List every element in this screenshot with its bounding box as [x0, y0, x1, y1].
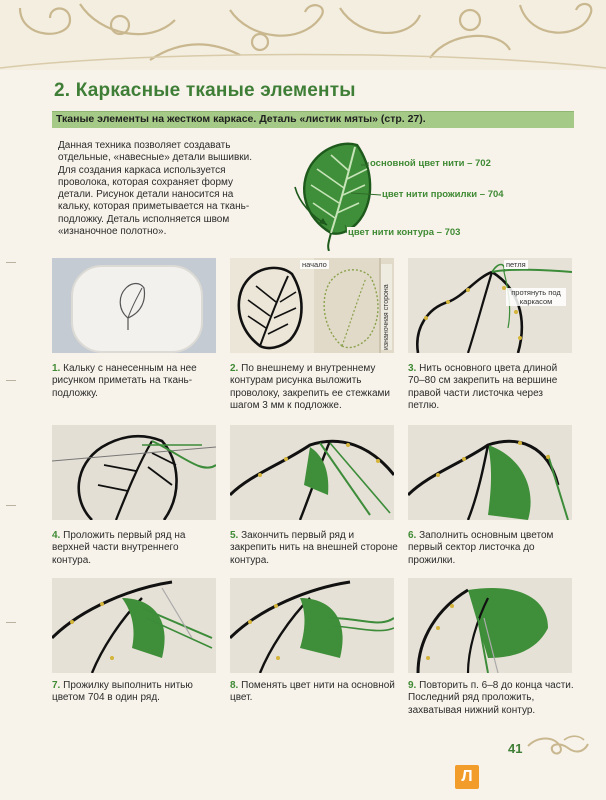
tag-start: начало	[302, 260, 327, 269]
intro-paragraph: Данная техника позволяет создавать отдельные, «навесные» детали вышивки. Для создания каркаса используется проволока, которая сохраняет форму детали. Рисунок детали наносится на кальку, которая приметывается на ткань-подложку. Деталь исполняется швом «изнаночное полотно».	[58, 140, 252, 238]
label-main-thread: основной цвет нити – 702	[370, 158, 491, 169]
step-text: Закончить первый ряд и закрепить нить на внешней стороне контура.	[230, 530, 398, 566]
step-text: Проложить первый ряд на верхней части внутреннего контура.	[52, 530, 186, 566]
step-2-caption	[230, 363, 398, 412]
step-text: Кальку с нанесенным на нее рисунком приметать на ткань-подложку.	[52, 363, 197, 399]
leaf-diagram	[283, 133, 573, 251]
step-number: 1.	[52, 363, 61, 374]
step-text: Поменять цвет нити на основной цвет.	[230, 680, 395, 704]
step-6-photo	[408, 425, 572, 520]
step-number: 3.	[408, 363, 417, 374]
step-text: Заполнить основным цветом первый сектор листочка до прожилки.	[408, 530, 554, 566]
tag-reverse-side: изнаночная сторона	[381, 264, 392, 350]
margin-tick	[6, 622, 16, 623]
step-4-caption	[52, 530, 220, 567]
step-number: 9.	[408, 680, 417, 691]
section-bar	[52, 111, 574, 128]
step-1-caption	[52, 363, 220, 400]
margin-tick	[6, 380, 16, 381]
publisher-logo: Л	[455, 765, 479, 789]
step-1-photo	[52, 258, 216, 353]
step-8-caption	[230, 680, 398, 705]
step-number: 7.	[52, 680, 61, 691]
step-5-photo	[230, 425, 394, 520]
page-number: 41	[508, 741, 523, 756]
step-9-caption	[408, 680, 576, 717]
step-3-photo	[408, 258, 572, 353]
label-vein-thread: цвет нити прожилки – 704	[382, 189, 504, 200]
step-5-caption	[230, 530, 398, 567]
step-7-caption	[52, 680, 220, 705]
step-8-photo	[230, 578, 394, 673]
step-number: 6.	[408, 530, 417, 541]
step-number: 8.	[230, 680, 239, 691]
top-ornament	[0, 0, 606, 70]
step-text: Прожилку выполнить нитью цветом 704 в один ряд.	[52, 680, 193, 704]
page-title: 2. Каркасные тканые элементы	[54, 80, 356, 101]
tag-pull-under-frame: протянуть под каркасом	[506, 288, 566, 306]
step-9-photo	[408, 578, 572, 673]
label-contour-thread: цвет нити контура – 703	[348, 227, 461, 238]
step-3-caption	[408, 363, 576, 412]
step-6-caption	[408, 530, 576, 567]
step-2-photo	[230, 258, 394, 353]
section-bar-text: Тканые элементы на жестком каркасе. Деталь «листик мяты» (стр. 27).	[56, 113, 426, 125]
tag-loop: петля	[506, 260, 526, 269]
step-number: 5.	[230, 530, 239, 541]
step-4-photo	[52, 425, 216, 520]
margin-tick	[6, 505, 16, 506]
step-text: Повторить п. 6–8 до конца части. Последний ряд проложить, захватывая нижний контур.	[408, 680, 574, 716]
step-number: 4.	[52, 530, 61, 541]
corner-swirl-ornament	[524, 732, 590, 758]
margin-tick	[6, 262, 16, 263]
step-7-photo	[52, 578, 216, 673]
step-number: 2.	[230, 363, 239, 374]
step-text: По внешнему и внутреннему контурам рисунка выложить проволоку, закрепить ее стежками шагом 3 мм к подложке.	[230, 363, 390, 411]
step-text: Нить основного цвета длиной 70–80 см закрепить на вершине правой части листочка через петлю.	[408, 363, 558, 411]
